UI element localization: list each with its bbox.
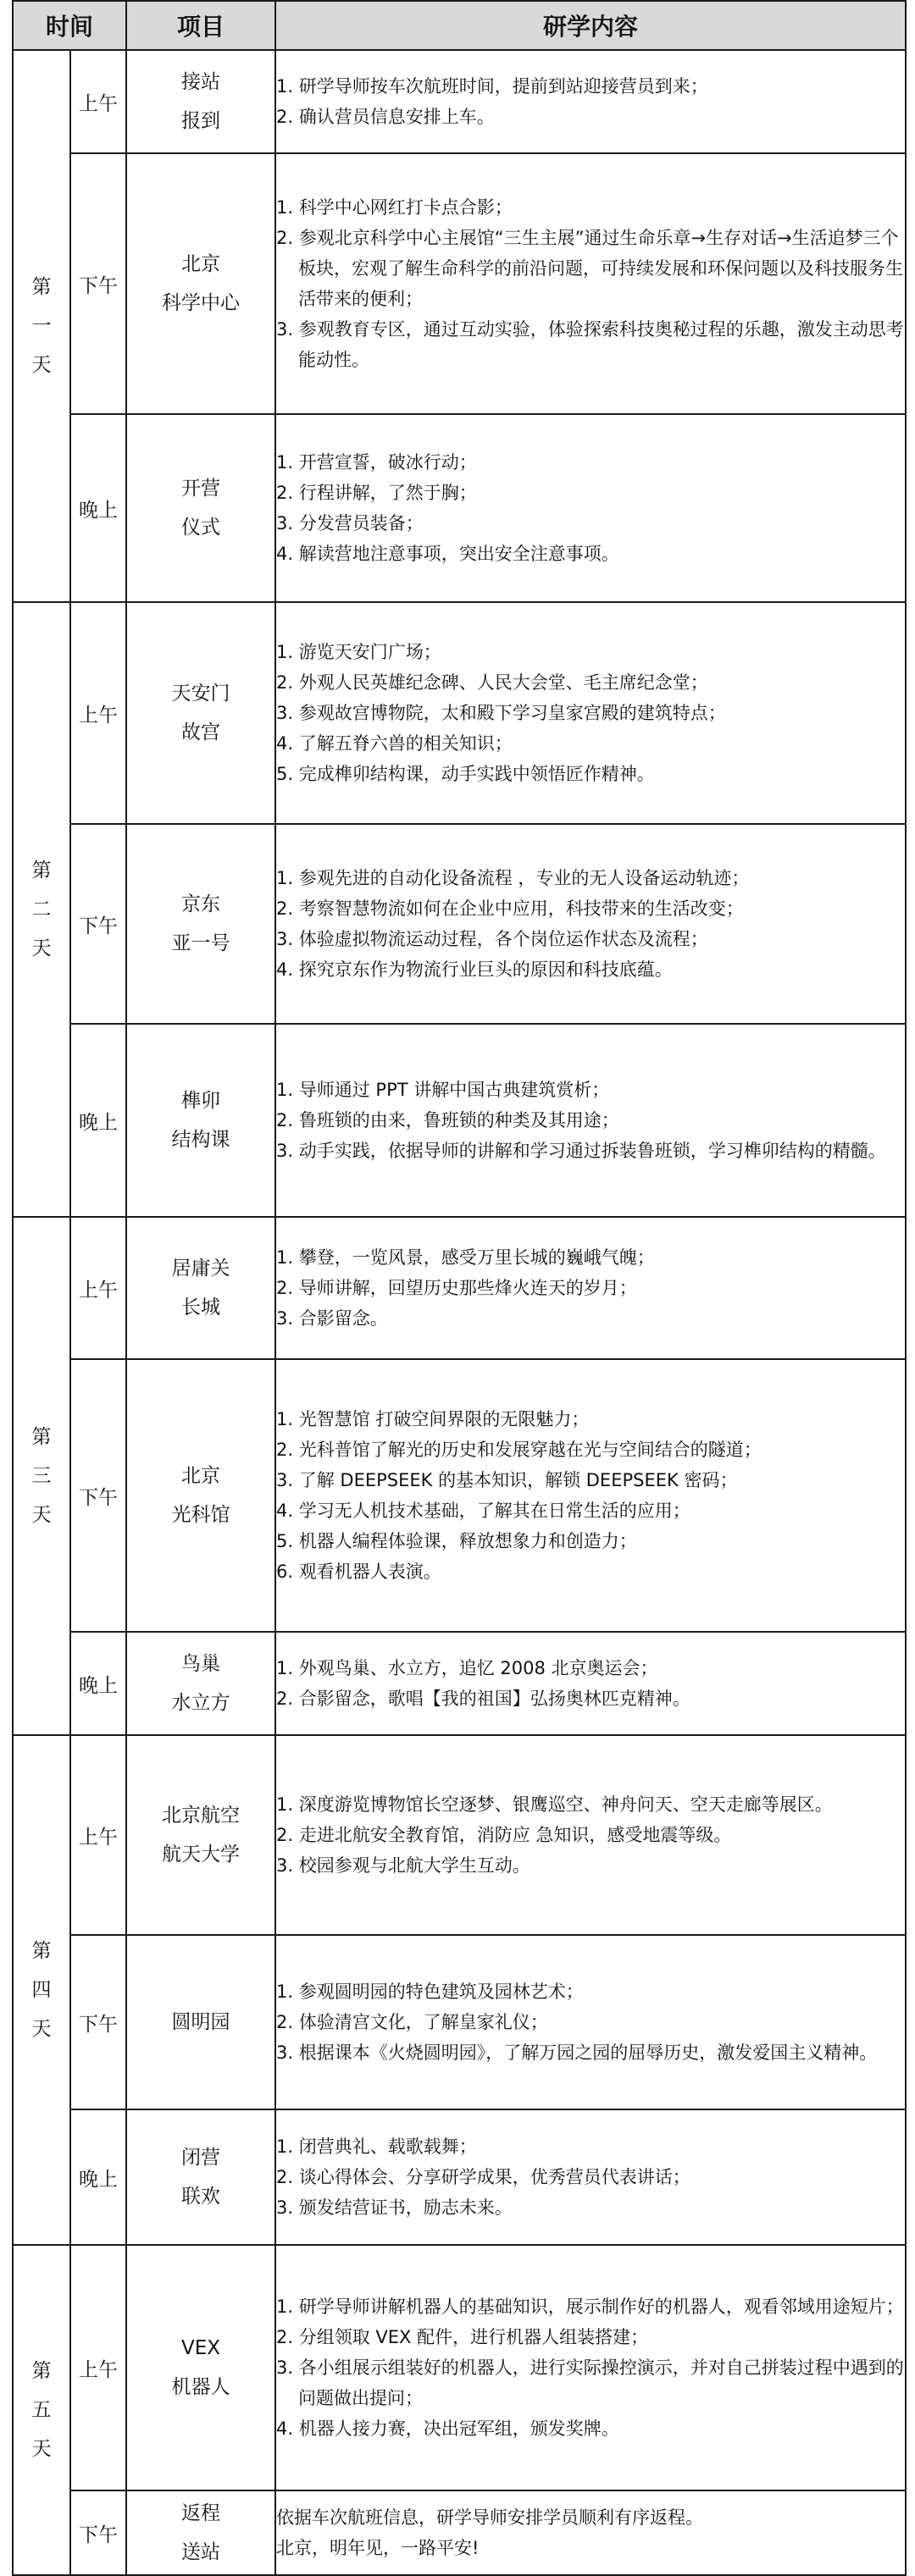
content-line: 5. 完成榫卯结构课，动手实践中领悟匠作精神。 <box>276 764 655 784</box>
content-line: 1. 攀登，一览风景，感受万里长城的巍峨气魄； <box>276 1247 655 1268</box>
content-line: 1. 游览天安门广场； <box>276 642 441 662</box>
schedule-row <box>13 50 906 153</box>
day-label-char: 天 <box>31 937 52 959</box>
content-cell <box>275 1935 906 2109</box>
content-line: 2. 确认营员信息安排上车。 <box>276 107 495 127</box>
content-line: 2. 光科普馆了解光的历史和发展穿越在光与空间结合的隧道； <box>276 1440 762 1460</box>
day-label-char: 四 <box>31 1979 52 2001</box>
content-line: 2. 走进北航安全教育馆，消防应 急知识，感受地震等级。 <box>276 1825 732 1845</box>
content-line: 5. 机器人编程体验课，释放想象力和创造力； <box>276 1531 637 1551</box>
item-name: 仪式 <box>181 517 221 539</box>
content-cell <box>275 2490 906 2575</box>
schedule-row <box>13 2245 906 2490</box>
content-line: 1. 深度游览博物馆长空逐梦、银鹰巡空、神舟问天、空天走廊等展区。 <box>276 1794 833 1815</box>
content-line: 1. 外观鸟巢、水立方，追忆 2008 北京奥运会； <box>276 1658 658 1678</box>
content-line: 4. 机器人接力赛，决出冠军组，颁发奖牌。 <box>276 2418 619 2439</box>
period-cell: 晚上 <box>70 414 126 602</box>
content-cell <box>275 602 906 824</box>
schedule-row <box>13 824 906 1024</box>
day-label <box>13 50 70 602</box>
schedule-row <box>13 2490 906 2575</box>
item-cell <box>126 1935 275 2109</box>
item-name: 居庸关 <box>171 1258 230 1280</box>
content-line: 4. 了解五脊六兽的相关知识； <box>276 733 513 754</box>
item-name: 报到 <box>181 110 221 132</box>
content-line: 2. 分组领取 VEX 配件，进行机器人组装搭建； <box>276 2327 649 2347</box>
header-content: 研学内容 <box>275 1 906 50</box>
content-line: 3. 动手实践，依据导师的讲解和学习通过拆装鲁班锁，学习榫卯结构的精髓。 <box>276 1141 886 1161</box>
item-cell <box>126 1024 275 1217</box>
day-label <box>13 1735 70 2245</box>
content-line: 2. 导师讲解，回望历史那些烽火连天的岁月； <box>276 1278 637 1298</box>
period-cell: 上午 <box>70 2245 126 2490</box>
content-line: 1. 导师通过 PPT 讲解中国古典建筑赏析； <box>276 1080 610 1100</box>
item-name: 榫卯 <box>181 1090 221 1112</box>
content-line: 6. 观看机器人表演。 <box>276 1562 441 1582</box>
day-label-char: 第 <box>31 1426 52 1448</box>
content-cell <box>275 1217 906 1359</box>
item-name: 送站 <box>181 2541 221 2563</box>
item-name: 返程 <box>181 2502 221 2524</box>
day-label-char: 二 <box>31 898 52 920</box>
content-line: 4. 学习无人机技术基础，了解其在日常生活的应用； <box>276 1501 690 1521</box>
item-name: 长城 <box>181 1296 221 1318</box>
item-name: 北京航空 <box>162 1805 241 1827</box>
content-line: 1. 参观圆明园的特色建筑及园林艺术； <box>276 1982 584 2002</box>
item-cell <box>126 2109 275 2245</box>
item-cell <box>126 2490 275 2575</box>
item-name: 水立方 <box>171 1692 230 1714</box>
schedule-row <box>13 602 906 824</box>
schedule-row <box>13 1632 906 1735</box>
content-line: 1. 参观先进的自动化设备流程 ，专业的无人设备运动轨迹； <box>276 868 750 888</box>
content-line: 1. 科学中心网红打卡点合影； <box>276 197 513 218</box>
item-name: 航天大学 <box>162 1844 241 1866</box>
day-label-char: 天 <box>31 354 52 376</box>
item-name: 京东 <box>181 893 221 915</box>
item-name: 天安门 <box>171 683 230 705</box>
content-line: 1. 开营宣誓，破冰行动； <box>276 452 477 473</box>
content-line: 2. 谈心得体会、分享研学成果，优秀营员代表讲话； <box>276 2167 690 2187</box>
period-cell: 晚上 <box>70 2109 126 2245</box>
day-label-char: 第 <box>31 1940 52 1962</box>
content-line: 3. 校园参观与北航大学生互动。 <box>276 1855 530 1876</box>
content-cell <box>275 1632 906 1735</box>
content-line: 1. 研学导师讲解机器人的基础知识，展示制作好的机器人，观看邻域用途短片； <box>276 2297 904 2317</box>
item-cell <box>126 1217 275 1359</box>
item-name: 鸟巢 <box>181 1653 221 1675</box>
content-line: 2. 参观北京科学中心主展馆“三生主展”通过生命乐章→生存对话→生活追梦三个板块，宏观了解生命科学的前沿问题，可持续发展和环保问题以及科技服务生活带来的便利； <box>276 228 904 309</box>
content-line: 4. 解读营地注意事项，突出安全注意事项。 <box>276 544 619 564</box>
item-name: 光科馆 <box>171 1504 230 1526</box>
day-label <box>13 1217 70 1735</box>
day-label-char: 天 <box>31 2438 52 2460</box>
period-cell: 上午 <box>70 50 126 153</box>
content-line: 北京，明年见，一路平安! <box>276 2538 480 2558</box>
content-line: 3. 参观教育专区，通过互动实验，体验探索科技奥秘过程的乐趣，激发主动思考能动性。 <box>276 319 904 370</box>
content-line: 3. 体验虚拟物流运动过程，各个岗位运作状态及流程； <box>276 929 708 949</box>
schedule-row <box>13 1024 906 1217</box>
item-cell <box>126 414 275 602</box>
schedule-row <box>13 414 906 602</box>
schedule-row <box>13 153 906 414</box>
content-line: 3. 合影留念。 <box>276 1308 388 1329</box>
content-line: 4. 探究京东作为物流行业巨头的原因和科技底蕴。 <box>276 959 673 980</box>
content-line: 1. 光智慧馆 打破空间界限的无限魅力； <box>276 1409 590 1429</box>
day-label-char: 五 <box>31 2399 52 2421</box>
content-cell <box>275 824 906 1024</box>
period-cell: 下午 <box>70 2490 126 2575</box>
content-cell <box>275 1735 906 1935</box>
period-cell: 晚上 <box>70 1632 126 1735</box>
schedule-row <box>13 1935 906 2109</box>
day-label-char: 天 <box>31 1504 52 1526</box>
content-line: 依据车次航班信息，研学导师安排学员顺利有序返程。 <box>276 2507 704 2528</box>
schedule-row <box>13 1735 906 1935</box>
content-line: 2. 鲁班锁的由来，鲁班锁的种类及其用途； <box>276 1110 619 1130</box>
content-cell <box>275 1024 906 1217</box>
content-line: 3. 参观故宫博物院，太和殿下学习皇家宫殿的建筑特点； <box>276 703 726 723</box>
item-name: 北京 <box>181 1465 221 1487</box>
content-line: 1. 研学导师按车次航班时间，提前到站迎接营员到来； <box>276 76 708 97</box>
day-label <box>13 602 70 1217</box>
item-cell <box>126 824 275 1024</box>
content-line: 2. 考察智慧物流如何在企业中应用，科技带来的生活改变； <box>276 898 744 919</box>
content-cell <box>275 2109 906 2245</box>
content-line: 1. 闭营典礼、载歌载舞； <box>276 2137 477 2157</box>
content-line: 2. 合影留念，歌唱【我的祖国】弘扬奥林匹克精神。 <box>276 1689 690 1709</box>
item-name: 结构课 <box>171 1129 230 1151</box>
period-cell: 下午 <box>70 1935 126 2109</box>
item-name: VEX <box>181 2337 221 2359</box>
item-name: 闭营 <box>181 2147 221 2169</box>
schedule-row <box>13 1359 906 1632</box>
period-cell: 下午 <box>70 1359 126 1632</box>
period-cell: 下午 <box>70 153 126 414</box>
content-cell <box>275 1359 906 1632</box>
item-name: 故宫 <box>181 721 221 744</box>
period-cell: 晚上 <box>70 1024 126 1217</box>
period-cell: 下午 <box>70 824 126 1024</box>
day-label-char: 第 <box>31 860 52 882</box>
content-cell <box>275 153 906 414</box>
period-cell: 上午 <box>70 1735 126 1935</box>
item-cell <box>126 1632 275 1735</box>
content-line: 2. 外观人民英雄纪念碑、人民大会堂、毛主席纪念堂； <box>276 672 708 693</box>
item-name: 联欢 <box>181 2186 221 2208</box>
item-name: 机器人 <box>171 2376 230 2398</box>
item-name: 亚一号 <box>171 932 230 954</box>
content-line: 3. 分发营员装备； <box>276 513 424 533</box>
day-label <box>13 2245 70 2575</box>
header-row <box>13 1 906 50</box>
item-name: 圆明园 <box>171 2011 230 2033</box>
header-item: 项目 <box>126 1 275 50</box>
itinerary-table <box>12 0 907 2576</box>
item-name: 接站 <box>181 71 221 93</box>
period-cell: 上午 <box>70 1217 126 1359</box>
header-time: 时间 <box>13 1 126 50</box>
content-line: 2. 体验清宫文化，了解皇家礼仪； <box>276 2012 548 2032</box>
item-cell <box>126 2245 275 2490</box>
item-cell <box>126 50 275 153</box>
content-line: 2. 行程讲解，了然于胸； <box>276 483 477 503</box>
content-line: 3. 了解 DEEPSEEK 的基本知识，解锁 DEEPSEEK 密码； <box>276 1470 738 1490</box>
content-line: 3. 各小组展示组装好的机器人，进行实际操控演示，并对自己拼装过程中遇到的问题做出提问； <box>276 2358 904 2408</box>
day-label-char: 一 <box>31 315 52 337</box>
day-label-char: 第 <box>31 276 52 298</box>
content-cell <box>275 50 906 153</box>
schedule-row <box>13 2109 906 2245</box>
item-cell <box>126 1359 275 1632</box>
content-line: 3. 颁发结营证书，励志未来。 <box>276 2197 513 2218</box>
item-cell <box>126 1735 275 1935</box>
schedule-row <box>13 1217 906 1359</box>
item-cell <box>126 153 275 414</box>
item-name: 北京 <box>181 253 221 275</box>
item-name: 科学中心 <box>162 292 241 314</box>
day-label-char: 三 <box>31 1465 52 1487</box>
period-cell: 上午 <box>70 602 126 824</box>
content-line: 3. 根据课本《火烧圆明园》，了解万园之园的屈辱历史，激发爱国主义精神。 <box>276 2043 878 2063</box>
item-cell <box>126 602 275 824</box>
day-label-char: 天 <box>31 2018 52 2040</box>
day-label-char: 第 <box>31 2360 52 2382</box>
content-cell <box>275 2245 906 2490</box>
item-name: 开营 <box>181 478 221 500</box>
content-cell <box>275 414 906 602</box>
